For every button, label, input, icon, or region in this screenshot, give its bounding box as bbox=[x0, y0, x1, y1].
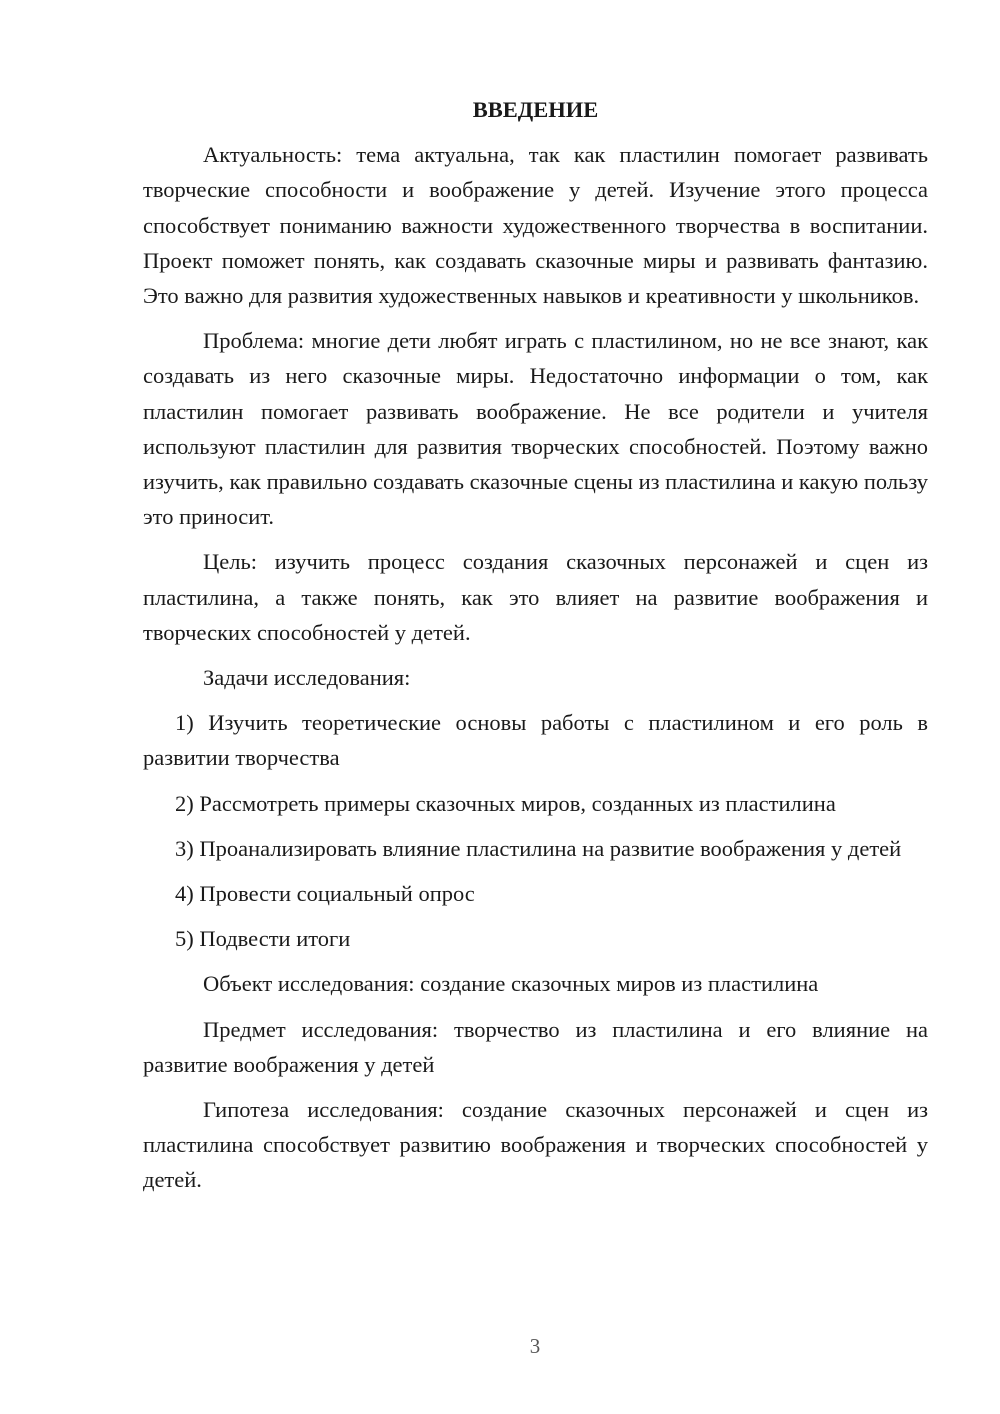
task-item: 1) Изучить теоретические основы работы с пластилином и его роль в развитии творчества bbox=[143, 710, 928, 771]
paragraph-object: Объект исследования: создание сказочных миров из пластилина bbox=[203, 971, 819, 997]
task-item: 4) Провести социальный опрос bbox=[175, 881, 475, 907]
page-number: 3 bbox=[529, 1334, 541, 1358]
document-page bbox=[143, 92, 928, 1208]
paragraph-goal: Цель: изучить процесс создания сказочных персонажей и сцен из пластилина, а также понять, как это влияет на развитие воображения и творческих способностей у детей. bbox=[143, 549, 928, 645]
paragraph-subject: Предмет исследования: творчество из пластилина и его влияние на развитие воображения у детей bbox=[143, 1016, 928, 1077]
task-item: 2) Рассмотреть примеры сказочных миров, созданных из пластилина bbox=[175, 790, 836, 816]
paragraph-relevance: Актуальность: тема актуальна, так как пластилин помогает развивать творческие способности и воображение у детей. Изучение этого процесса способствует пониманию важности художественного творчества в воспитании. Проект поможет понять, как создавать сказочные миры и развивать фантазию. Это важно для развития художественных навыков и креативности у школьников. bbox=[143, 142, 928, 309]
paragraph-hypothesis: Гипотеза исследования: создание сказочных персонажей и сцен из пластилина способствует развитию воображения и творческих способностей у детей. bbox=[143, 1097, 928, 1193]
task-item: 3) Проанализировать влияние пластилина на развитие воображения у детей bbox=[175, 835, 902, 861]
section-title: ВВЕДЕНИЕ bbox=[472, 97, 599, 122]
paragraph-tasks-heading: Задачи исследования: bbox=[203, 665, 411, 691]
task-item: 5) Подвести итоги bbox=[175, 926, 351, 952]
paragraph-problem: Проблема: многие дети любят играть с пластилином, но не все знают, как создавать из него сказочные миры. Недостаточно информации о том, как пластилин помогает развивать воображение. Не все родители и учителя используют пластилин для развития творческих способностей. Поэтому важно изучить, как правильно создавать сказочные сцены из пластилина и какую пользу это приносит. bbox=[143, 328, 928, 530]
